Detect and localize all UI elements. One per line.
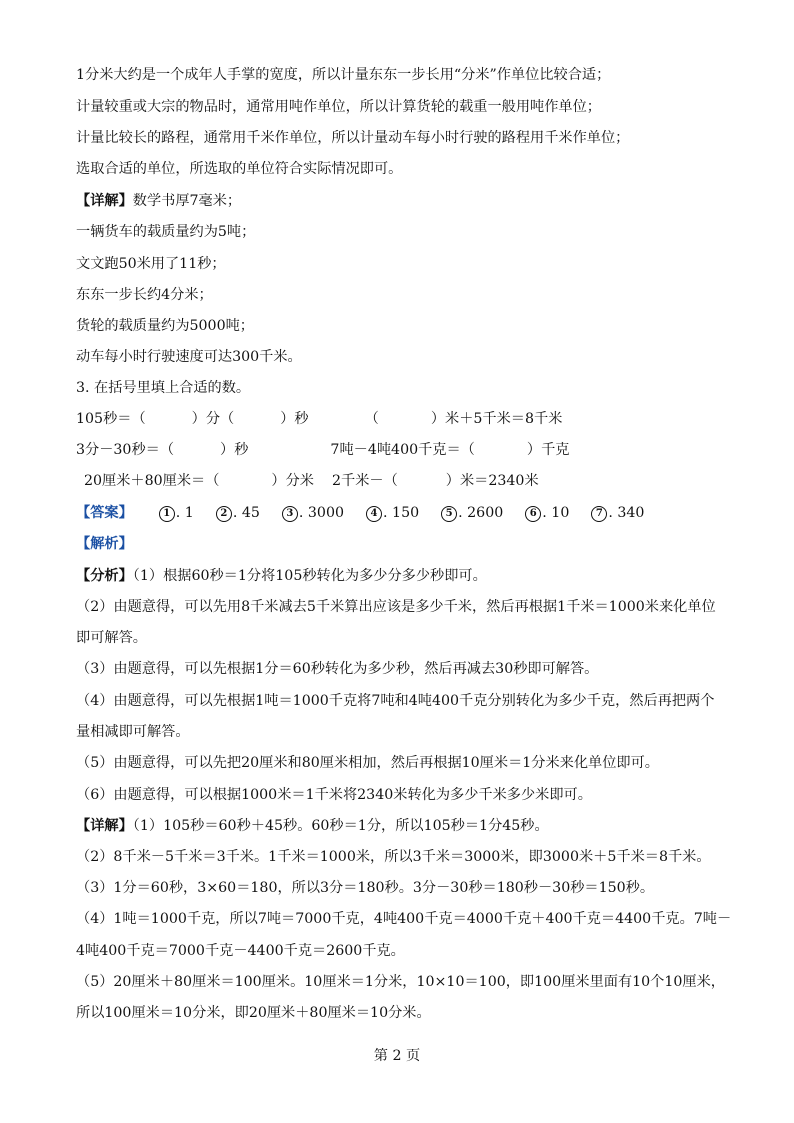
analysis-line: 【分析】（1）根据60秒＝1分将105秒转化为多少分多少秒即可。 <box>76 568 487 584</box>
analysis-line: （5）由题意得，可以先把20厘米和80厘米相加，然后再根据10厘米＝1分米来化单位即可。 <box>76 755 659 771</box>
analysis-line: 选取合适的单位，所选取的单位符合实际情况即可。 <box>76 161 403 177</box>
analysis-line: 1分米大约是一个成年人手掌的宽度，所以计量东东一步长用“分米”作单位比较合适； <box>76 67 611 83</box>
q-text: ）分米 <box>271 473 314 489</box>
detail-line: 动车每小时行驶速度可达300千米。 <box>76 349 302 365</box>
detail-line: 所以100厘米＝10分米，即20厘米＋80厘米＝10分米。 <box>76 1005 431 1021</box>
detail-line: 东东一步长约4分米； <box>76 287 213 303</box>
analysis-line: 即可解答。 <box>76 630 147 646</box>
q-text: 7吨－4吨400千克＝（ <box>330 442 475 458</box>
answer-line <box>76 504 644 522</box>
page-number: 第 2 页 <box>373 1048 421 1064</box>
q-text: （ <box>364 411 379 427</box>
analysis-line: 量相减即可解答。 <box>76 724 190 740</box>
detail-line: （3）1分＝60秒，3×60＝180，所以3分＝180秒。3分－30秒＝180秒－30秒＝150秒。 <box>76 880 655 896</box>
analysis-line: （3）由题意得，可以先根据1分＝60秒转化为多少秒，然后再减去30秒即可解答。 <box>76 661 599 677</box>
answer-item: 7 . 340 <box>591 505 644 521</box>
circled-number-icon: 1 <box>159 506 175 522</box>
detail-line: 货轮的载质量约为5000吨； <box>76 318 254 334</box>
circled-number-icon: 5 <box>441 506 457 522</box>
detail-line: （4）1吨＝1000千克，所以7吨＝7000千克，4吨400千克＝4000千克＋400千克＝4400千克。7吨－ <box>76 911 732 927</box>
detail-line: 4吨400千克＝7000千克－4400千克＝2600千克。 <box>76 943 405 959</box>
detail-line <box>76 192 241 210</box>
q-text: 2千米－（ <box>332 473 398 489</box>
analysis-label: 【分析】 <box>76 568 133 584</box>
detail-line: 文文跑50米用了11秒； <box>76 256 226 272</box>
circled-number-icon: 6 <box>525 506 541 522</box>
analysis-line: （4）由题意得，可以先根据1吨＝1000千克将7吨和4吨400千克分别转化为多少千克，然后再把两个 <box>76 693 715 709</box>
circled-number-icon: 2 <box>216 506 232 522</box>
answer-item: 2 . 45 <box>216 505 260 521</box>
answer-item: 3 . 3000 <box>282 505 344 521</box>
detail-line: （2）8千米－5千米＝3千米。1千米＝1000米，所以3千米＝3000米，即3000米＋5千米＝8千米。 <box>76 849 711 865</box>
question-title: 3. 在括号里填上合适的数。 <box>76 380 251 396</box>
circled-number-icon: 4 <box>366 506 382 522</box>
answer-item: 4 . 150 <box>366 505 419 521</box>
q-text: 3分－30秒＝（ <box>76 442 175 458</box>
q-text: ）秒 <box>280 411 309 427</box>
q-text: ）米＝2340米 <box>445 473 539 489</box>
detail-line: （5）20厘米＋80厘米＝100厘米。10厘米＝1分米，10×10＝100，即100厘米里面有10个10厘米， <box>76 974 725 990</box>
question-row-3 <box>84 472 539 490</box>
circled-number-icon: 7 <box>591 506 607 522</box>
question-row-1 <box>76 410 562 428</box>
detail-text: 数学书厚7毫米； <box>132 193 242 209</box>
analysis-line: 计量较重或大宗的物品时，通常用吨作单位，所以计算货轮的载重一般用吨作单位； <box>76 99 601 115</box>
analysis-line: 计量比较长的路程，通常用千米作单位，所以计量动车每小时行驶的路程用千米作单位； <box>76 130 630 146</box>
question-row-2 <box>76 441 569 459</box>
detail-label: 【详解】 <box>76 818 133 834</box>
q-text: ）千克 <box>526 442 570 458</box>
q-text: 20厘米＋80厘米＝（ <box>84 473 220 489</box>
q-text: ）秒 <box>220 442 249 458</box>
q-text: ）米＋5千米＝8千米 <box>430 411 563 427</box>
q-text: ）分（ <box>191 411 235 427</box>
answer-item: 6 . 10 <box>525 505 569 521</box>
answer-item: 1 . 1 <box>159 505 194 521</box>
answer-label: 【答案】 <box>76 505 133 521</box>
analysis-line: （6）由题意得，可以根据1000米＝1千米将2340米转化为多少千米多少米即可。 <box>76 787 592 803</box>
analysis-line: （2）由题意得，可以先用8千米减去5千米算出应该是多少千米，然后再根据1千米＝1000米来化单位 <box>76 599 716 615</box>
answer-item: 5 . 2600 <box>441 505 503 521</box>
detail-line: 【详解】（1）105秒＝60秒＋45秒。60秒＝1分，所以105秒＝1分45秒。 <box>76 818 549 834</box>
circled-number-icon: 3 <box>282 506 298 522</box>
q-text: 105秒＝（ <box>76 411 146 427</box>
explain-label: 【解析】 <box>76 536 133 552</box>
detail-label: 【详解】 <box>76 193 133 209</box>
detail-line: 一辆货车的载质量约为5吨； <box>76 224 256 240</box>
